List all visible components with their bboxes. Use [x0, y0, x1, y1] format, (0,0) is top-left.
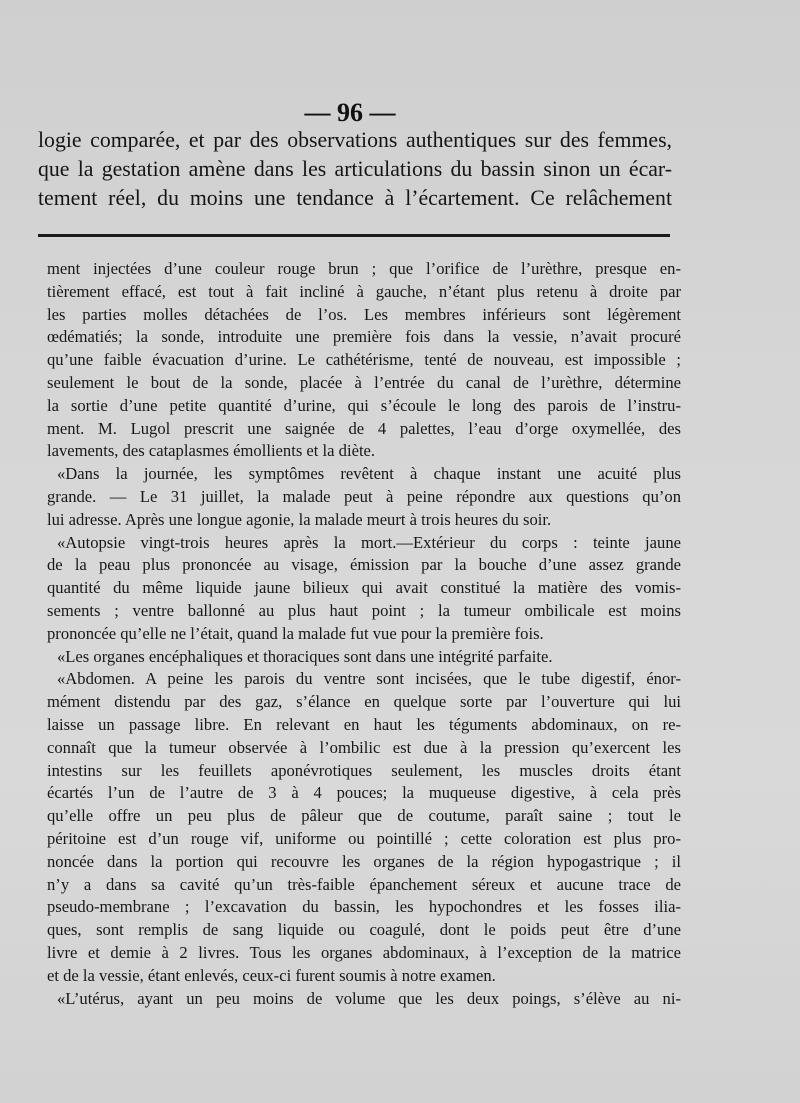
- footnote-separator-rule: [38, 234, 670, 237]
- footnote-text-block: [47, 258, 681, 1010]
- footnote-line: lui adresse. Après une longue agonie, la malade meurt à trois heures du soir.: [47, 509, 552, 529]
- footnote-line: laisse un passage libre. En relevant en haut les téguments abdominaux, on re-: [47, 714, 681, 734]
- page-number: — 96 —: [304, 98, 396, 127]
- footnote-line: sements ; ventre ballonné au plus haut point ; la tumeur ombilicale est moins: [47, 600, 681, 620]
- footnote-line: grande. — Le 31 juillet, la malade peut à peine répondre aux questions qu’on: [47, 486, 681, 506]
- footnote-line: noncée dans la portion qui recouvre les organes de la région hypogastrique ; il: [47, 851, 681, 871]
- footnote-line: ques, sont remplis de sang liquide ou coagulé, dont le poids peut être d’une: [47, 920, 681, 940]
- footnote-line: livre et demie à 2 livres. Tous les organes abdominaux, à l’exception de la matrice: [47, 942, 681, 962]
- main-text-line: tement réel, du moins une tendance à l’écartement. Ce relâchement: [38, 186, 672, 210]
- footnote-line: «L’utérus, ayant un peu moins de volume que les deux poings, s’élève au ni-: [57, 988, 681, 1008]
- footnote-line: «Autopsie vingt-trois heures après la mort.—Extérieur du corps : teinte jaune: [57, 532, 681, 552]
- footnote-line: intestins sur les feuillets aponévrotiques seulement, les muscles droits étant: [47, 760, 681, 780]
- footnote-line: mément distendu par des gaz, s’élance en quelque sorte par l’ouverture qui lui: [47, 692, 681, 712]
- footnote-line: écartés l’un de l’autre de 3 à 4 pouces; la muqueuse digestive, à cela près: [47, 783, 681, 803]
- footnote-line: n’y a dans sa cavité qu’un très-faible épanchement séreux et aucune trace de: [47, 874, 681, 894]
- footnote-line: péritoine est d’un rouge vif, uniforme ou pointillé ; cette coloration est plus pro-: [47, 828, 681, 848]
- footnote-line: les parties molles détachées de l’os. Les membres inférieurs sont légèrement: [47, 304, 681, 324]
- footnote-line: qu’elle offre un peu plus de pâleur que de coutume, paraît saine ; tout le: [47, 806, 681, 826]
- footnote-line: tièrement effacé, est tout à fait incliné à gauche, n’étant plus retenu à droite par: [47, 281, 681, 301]
- footnote-line: de la peau plus prononcée au visage, émission par la bouche d’une assez grande: [47, 555, 681, 575]
- main-text-line: logie comparée, et par des observations authentiques sur des femmes,: [38, 128, 672, 152]
- footnote-line: la sortie d’une petite quantité d’urine, qui s’écoule le long des parois de l’instru-: [47, 395, 681, 415]
- footnote-line: et de la vessie, étant enlevés, ceux-ci furent soumis à notre examen.: [47, 965, 496, 985]
- footnote-line: pseudo-membrane ; l’excavation du bassin, les hypochondres et les fosses ilia-: [47, 897, 681, 917]
- footnote-line: «Dans la journée, les symptômes revêtent à chaque instant une acuité plus: [57, 464, 681, 484]
- main-text-line: que la gestation amène dans les articulations du bassin sinon un écar-: [38, 157, 672, 181]
- footnote-line: quantité du même liquide jaune bilieux qui avait constitué la matière des vomis-: [47, 578, 681, 598]
- footnote-line: prononcée qu’elle ne l’était, quand la malade fut vue pour la première fois.: [47, 623, 544, 643]
- footnote-line: connaît que la tumeur observée à l’ombilic est due à la pression qu’exercent les: [47, 737, 681, 757]
- footnote-line: seulement le bout de la sonde, placée à l’entrée du canal de l’urèthre, détermine: [47, 372, 681, 392]
- main-text-block: [38, 126, 672, 213]
- footnote-line: «Abdomen. A peine les parois du ventre sont incisées, que le tube digestif, énor-: [57, 669, 681, 689]
- footnote-line: «Les organes encéphaliques et thoraciques sont dans une intégrité parfaite.: [57, 646, 553, 666]
- footnote-line: œdématiés; la sonde, introduite une première fois dans la vessie, n’avait procuré: [47, 327, 681, 347]
- footnote-line: qu’une faible évacuation d’urine. Le cathétérisme, tenté de nouveau, est impossible ;: [47, 350, 681, 370]
- footnote-line: ment injectées d’une couleur rouge brun ; que l’orifice de l’urèthre, presque en-: [47, 259, 681, 278]
- footnote-line: ment. M. Lugol prescrit une saignée de 4 palettes, l’eau d’orge oxymellée, des: [47, 418, 681, 438]
- footnote-line: lavements, des cataplasmes émollients et la diète.: [47, 441, 376, 461]
